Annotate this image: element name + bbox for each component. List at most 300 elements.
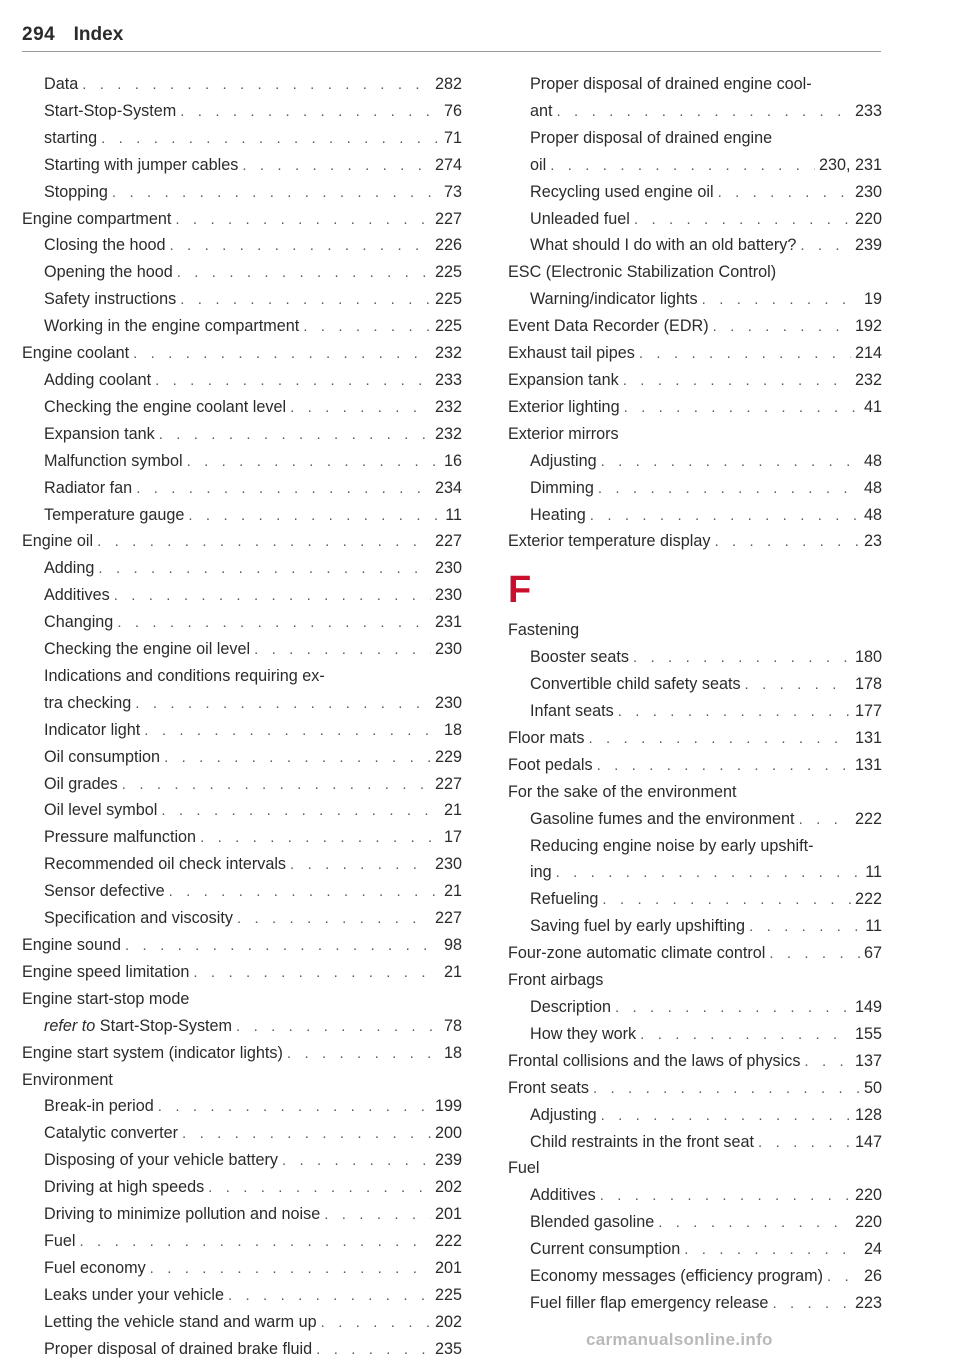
page-reference[interactable]: 26 (863, 1267, 882, 1286)
watermark: carmanualsonline.info (586, 1330, 773, 1349)
leader-dots (228, 1283, 431, 1308)
leader-dots (714, 529, 860, 554)
entry-term: For the sake of the environment (508, 782, 737, 801)
leader-dots (208, 1175, 431, 1200)
leader-dots (182, 1121, 431, 1146)
leader-dots (158, 1094, 431, 1119)
leader-dots (159, 422, 431, 447)
leader-dots (161, 798, 440, 823)
leader-dots (556, 860, 862, 885)
leader-dots (236, 1014, 440, 1039)
page-reference[interactable]: 220 (854, 1186, 882, 1205)
index-subentry (22, 852, 462, 877)
index-subentry (22, 126, 462, 151)
leader-dots (321, 1310, 431, 1335)
leader-dots (242, 153, 431, 178)
index-subentry (508, 1183, 882, 1208)
page-reference[interactable]: 50 (863, 1078, 882, 1097)
page-reference[interactable]: 229 (434, 747, 462, 766)
entry-term: Letting the vehicle stand and warm up (44, 1312, 317, 1331)
entry-term: Adjusting (530, 451, 597, 470)
leader-dots (623, 368, 851, 393)
entry-term: oil (530, 155, 547, 174)
leader-dots (772, 1291, 851, 1316)
leader-dots (557, 99, 851, 124)
leader-dots (117, 610, 431, 635)
index-entry (508, 726, 882, 751)
entry-term: Engine sound (22, 936, 122, 954)
leader-dots (593, 1076, 860, 1101)
entry-term: Indicator light (44, 720, 141, 739)
entry-term: Frontal collisions and the laws of physics (508, 1051, 801, 1070)
page-reference[interactable]: 71 (443, 128, 462, 147)
page-reference[interactable]: 220 (854, 1213, 882, 1232)
entry-term: Checking the engine oil level (44, 640, 251, 659)
index-column-left (22, 72, 462, 1364)
leader-dots (601, 449, 860, 474)
entry-term: Stopping (44, 182, 108, 201)
index-subentry (508, 99, 882, 124)
index-subentry (508, 672, 882, 697)
page-reference[interactable]: 225 (434, 263, 462, 282)
index-subentry (508, 72, 882, 97)
leader-dots (618, 699, 851, 724)
leader-dots (150, 1256, 431, 1281)
leader-dots (101, 126, 440, 151)
entry-term: Current consumption (530, 1240, 681, 1259)
page-reference[interactable]: 225 (434, 317, 462, 336)
page-reference[interactable]: 199 (434, 1097, 462, 1116)
leader-dots (170, 233, 431, 258)
page-reference[interactable]: 18 (443, 1043, 462, 1062)
page-reference[interactable]: 222 (434, 1231, 462, 1250)
index-subentry (508, 1210, 882, 1235)
index-subentry (22, 637, 462, 662)
cross-reference-prefix: refer to (44, 1016, 96, 1035)
index-entry (508, 941, 882, 966)
page-header (22, 24, 882, 52)
page-reference[interactable]: 11 (865, 863, 882, 882)
page-reference[interactable]: 230, 231 (818, 155, 882, 174)
entry-term: Environment (22, 1070, 113, 1089)
leader-dots (237, 906, 431, 931)
page-reference[interactable]: 192 (854, 317, 882, 336)
index-entry (22, 1068, 462, 1093)
entry-term: Malfunction symbol (44, 451, 183, 470)
index-entry (508, 341, 882, 366)
entry-term: Expansion tank (44, 424, 155, 443)
index-entry (508, 780, 882, 805)
leader-dots (287, 1041, 440, 1066)
entry-term: Specification and viscosity (44, 909, 233, 928)
index-entry (508, 395, 882, 420)
page-reference[interactable]: 232 (854, 370, 882, 389)
index-section-letter: F (508, 569, 532, 612)
index-subentry (22, 1094, 462, 1119)
page-reference[interactable]: 76 (443, 101, 462, 120)
index-entry (508, 1156, 882, 1181)
page-reference[interactable]: 21 (443, 882, 462, 901)
page-reference[interactable]: 155 (854, 1024, 882, 1043)
leader-dots (97, 529, 431, 554)
entry-term: Working in the engine compartment (44, 317, 300, 336)
leader-dots (550, 153, 815, 178)
entry-term: Front airbags (508, 971, 604, 990)
entry-term: Disposing of your vehicle battery (44, 1151, 278, 1170)
index-subentry (22, 691, 462, 716)
index-subentry (508, 1264, 882, 1289)
entry-term: Booster seats (530, 648, 629, 667)
index-subentry (508, 645, 882, 670)
entry-term: Adding coolant (44, 370, 152, 389)
index-subentry (22, 449, 462, 474)
leader-dots (588, 726, 851, 751)
page-reference[interactable]: 274 (434, 155, 462, 174)
leader-dots (745, 672, 851, 697)
leader-dots (112, 180, 440, 205)
index-entry (22, 529, 462, 554)
entry-term: Safety instructions (44, 290, 177, 309)
entry-term: Reducing engine noise by early upshift- (530, 836, 814, 855)
entry-term-text: Start-Stop-System (99, 1016, 233, 1035)
index-subentry (508, 180, 882, 205)
entry-term: Oil consumption (44, 747, 161, 766)
page-reference[interactable]: 239 (434, 1151, 462, 1170)
index-entry (22, 960, 462, 985)
index-subentry (22, 368, 462, 393)
page-reference[interactable]: 230 (434, 559, 462, 578)
page-reference[interactable]: 178 (854, 675, 882, 694)
page-reference[interactable]: 78 (443, 1016, 462, 1035)
entry-term: Additives (44, 586, 110, 605)
page-number: 294 (22, 24, 56, 45)
entry-term: Exterior mirrors (508, 424, 619, 443)
page-reference[interactable]: 235 (434, 1339, 462, 1358)
leader-dots (804, 1049, 851, 1074)
page-reference[interactable]: 11 (445, 505, 462, 524)
page-reference[interactable]: 11 (865, 917, 882, 936)
page-reference[interactable]: 233 (854, 101, 882, 120)
page-reference[interactable]: 180 (854, 648, 882, 667)
page-reference[interactable]: 231 (434, 613, 462, 632)
index-subentry (508, 887, 882, 912)
entry-term: Saving fuel by early upshifting (530, 917, 746, 936)
index-subentry (22, 233, 462, 258)
entry-term: Fuel filler flap emergency release (530, 1293, 769, 1312)
entry-term: Opening the hood (44, 263, 173, 282)
entry-term: Leaks under your vehicle (44, 1285, 224, 1304)
page-reference[interactable]: 201 (434, 1205, 462, 1224)
entry-term: Engine compartment (22, 209, 172, 228)
index-subentry (508, 233, 882, 258)
index-entry (22, 1041, 462, 1066)
leader-dots (658, 1210, 851, 1235)
leader-dots (749, 914, 861, 939)
leader-dots (590, 503, 860, 528)
leader-dots (200, 825, 440, 850)
index-entry (508, 1076, 882, 1101)
entry-term: How they work (530, 1024, 637, 1043)
page-reference[interactable]: 233 (434, 370, 462, 389)
index-subentry (22, 1337, 462, 1362)
page-reference[interactable]: 48 (863, 478, 882, 497)
leader-dots (144, 718, 440, 743)
entry-term: Recycling used engine oil (530, 182, 714, 201)
index-subentry (508, 153, 882, 178)
page-reference[interactable]: 128 (854, 1105, 882, 1124)
leader-dots (624, 395, 860, 420)
leader-dots (799, 807, 851, 832)
index-subentry (22, 422, 462, 447)
index-subentry (22, 664, 462, 689)
entry-term: Warning/indicator lights (530, 290, 698, 309)
page-reference[interactable]: 48 (863, 505, 882, 524)
index-subentry (508, 1130, 882, 1155)
index-subentry (508, 503, 882, 528)
page-reference[interactable]: 225 (434, 1285, 462, 1304)
entry-term: Exterior temperature display (508, 532, 711, 551)
page-reference[interactable]: 21 (443, 801, 462, 820)
leader-dots (597, 753, 851, 778)
entry-term: Radiator fan (44, 478, 133, 497)
leader-dots (177, 260, 431, 285)
page-reference[interactable]: 222 (854, 890, 882, 909)
entry-term: Oil grades (44, 774, 118, 793)
entry-term: Convertible child safety seats (530, 675, 741, 694)
index-subentry (22, 314, 462, 339)
leader-dots (82, 72, 431, 97)
page-reference[interactable]: 225 (434, 290, 462, 309)
entry-term: Engine start-stop mode (22, 989, 190, 1008)
entry-term: Unleaded fuel (530, 209, 630, 228)
entry-term: Engine speed limitation (22, 962, 190, 981)
page-reference[interactable]: 149 (854, 998, 882, 1016)
page-reference[interactable]: 23 (863, 532, 882, 551)
page-reference[interactable]: 48 (863, 451, 882, 470)
index-entry (22, 341, 462, 366)
index-subentry (508, 476, 882, 501)
index-subentry (22, 610, 462, 635)
index-subentry (22, 287, 462, 312)
entry-term: Proper disposal of drained brake fluid (44, 1339, 313, 1358)
page-reference[interactable]: 177 (854, 702, 882, 721)
page-reference[interactable]: 202 (434, 1312, 462, 1331)
index-column-right (508, 72, 882, 1318)
page-reference[interactable]: 227 (434, 209, 462, 228)
leader-dots (136, 476, 431, 501)
page-reference[interactable]: 16 (443, 451, 462, 470)
index-subentry (22, 1310, 462, 1335)
page-reference[interactable]: 230 (434, 855, 462, 874)
entry-term: Economy messages (efficiency program) (530, 1267, 823, 1286)
index-subentry (508, 1103, 882, 1128)
page-reference[interactable]: 200 (434, 1124, 462, 1143)
page-reference[interactable]: 17 (443, 828, 462, 847)
leader-dots (702, 287, 860, 312)
index-subentry (22, 1202, 462, 1227)
entry-term: ESC (Electronic Stabilization Control) (508, 263, 777, 282)
leader-dots (718, 180, 851, 205)
page-reference[interactable]: 19 (863, 290, 882, 309)
index-subentry (508, 207, 882, 232)
page-reference[interactable]: 98 (443, 936, 462, 954)
leader-dots (713, 314, 851, 339)
index-subentry (22, 476, 462, 501)
page-reference[interactable]: 239 (854, 236, 882, 255)
leader-dots (180, 99, 440, 124)
page-reference[interactable]: 201 (434, 1258, 462, 1277)
leader-dots (634, 207, 851, 232)
page-reference[interactable]: 232 (434, 424, 462, 443)
index-subentry (22, 99, 462, 124)
leader-dots (282, 1148, 431, 1173)
entry-term: ing (530, 863, 552, 882)
page-reference[interactable]: 24 (863, 1240, 882, 1259)
index-subentry (22, 395, 462, 420)
leader-dots (303, 314, 431, 339)
entry-term: Adding (44, 559, 95, 578)
leader-dots (125, 933, 440, 958)
entry-term: Gasoline fumes and the environment (530, 809, 795, 828)
page-reference[interactable]: 220 (854, 209, 882, 228)
entry-term: Proper disposal of drained engine cool- (530, 75, 812, 93)
header-divider (22, 51, 881, 52)
entry-term: Front seats (508, 1078, 589, 1097)
entry-term: Starting with jumper cables (44, 155, 239, 174)
entry-term: Engine start system (indicator lights) (22, 1043, 283, 1062)
index-subentry (22, 906, 462, 931)
index-subentry (22, 583, 462, 608)
leader-dots (114, 583, 431, 608)
index-subentry (508, 287, 882, 312)
index-subentry (22, 718, 462, 743)
entry-term: What should I do with an old battery? (530, 236, 797, 255)
index-subentry (508, 126, 882, 151)
page-reference[interactable]: 73 (443, 182, 462, 201)
entry-term: Engine oil (22, 532, 94, 551)
index-subentry (22, 1256, 462, 1281)
page-reference[interactable]: 226 (434, 236, 462, 255)
leader-dots (135, 691, 431, 716)
index-subentry (508, 995, 882, 1020)
leader-dots (80, 1229, 431, 1254)
leader-dots (193, 960, 440, 985)
entry-term: Fuel (44, 1231, 76, 1250)
leader-dots (758, 1130, 851, 1155)
entry-term: Description (530, 998, 611, 1016)
leader-dots (602, 887, 851, 912)
page-reference[interactable]: 227 (434, 774, 462, 793)
leader-dots (827, 1264, 860, 1289)
index-subentry (508, 860, 882, 885)
index-subentry (22, 72, 462, 97)
entry-term: Event Data Recorder (EDR) (508, 317, 709, 336)
page-reference[interactable]: 232 (434, 397, 462, 416)
index-subentry (22, 1014, 462, 1039)
index-subentry (508, 1291, 882, 1316)
leader-dots (155, 368, 431, 393)
page-reference[interactable]: 230 (434, 693, 462, 712)
index-entry (508, 753, 882, 778)
entry-term: ant (530, 101, 553, 120)
leader-dots (598, 476, 860, 501)
leader-dots (188, 503, 441, 528)
index-subentry (508, 1237, 882, 1262)
leader-dots (640, 1022, 851, 1047)
index-entry (508, 314, 882, 339)
entry-term: Data (44, 75, 79, 93)
index-entry (508, 260, 882, 285)
page-reference[interactable]: 227 (434, 532, 462, 551)
index-subentry (22, 1229, 462, 1254)
entry-term: Engine coolant (22, 344, 130, 363)
index-subentry (22, 879, 462, 904)
page-reference[interactable]: 227 (434, 909, 462, 928)
page-reference[interactable]: 223 (854, 1293, 882, 1312)
index-subentry (508, 807, 882, 832)
index-subentry (508, 834, 882, 859)
page-reference[interactable]: 202 (434, 1178, 462, 1197)
entry-term: Closing the hood (44, 236, 166, 255)
page-reference[interactable]: 137 (854, 1051, 882, 1070)
page-reference[interactable]: 147 (854, 1132, 882, 1151)
entry-term: Dimming (530, 478, 594, 497)
entry-term: Heating (530, 505, 586, 524)
index-subentry (22, 1283, 462, 1308)
entry-term: Checking the engine coolant level (44, 397, 287, 416)
page-reference[interactable]: 282 (434, 75, 462, 93)
index-entry (508, 618, 882, 643)
entry-term (44, 1014, 232, 1039)
page-reference[interactable]: 234 (434, 478, 462, 497)
page-reference[interactable]: 41 (863, 397, 882, 416)
page-reference[interactable]: 131 (854, 728, 882, 747)
page-reference[interactable]: 230 (854, 182, 882, 201)
index-subentry (22, 153, 462, 178)
leader-dots (187, 449, 440, 474)
page-title: Index (73, 24, 124, 45)
page-reference[interactable]: 18 (443, 720, 462, 739)
page-reference[interactable]: 21 (443, 962, 462, 981)
page-reference[interactable]: 232 (434, 344, 462, 363)
page-reference[interactable]: 67 (863, 944, 882, 963)
index-subentry (22, 260, 462, 285)
leader-dots (133, 341, 431, 366)
index-entry (22, 207, 462, 232)
entry-term: Infant seats (530, 702, 614, 721)
page-reference[interactable]: 230 (434, 640, 462, 659)
entry-term: Oil level symbol (44, 801, 158, 820)
index-entry (508, 968, 882, 993)
leader-dots (615, 995, 851, 1020)
index-subentry (22, 798, 462, 823)
entry-term: Refueling (530, 890, 599, 909)
page-reference[interactable]: 214 (854, 344, 882, 363)
entry-term: Floor mats (508, 728, 585, 747)
page-reference[interactable]: 222 (854, 809, 882, 828)
entry-term: Break-in period (44, 1097, 154, 1116)
entry-term: Exterior lighting (508, 397, 620, 416)
entry-term: Driving at high speeds (44, 1178, 205, 1197)
entry-term: Changing (44, 613, 114, 632)
index-subentry (22, 1121, 462, 1146)
index-subentry (22, 503, 462, 528)
index-subentry (22, 772, 462, 797)
index-subentry (508, 914, 882, 939)
entry-term: Proper disposal of drained engine (530, 128, 773, 147)
page-reference[interactable]: 131 (854, 755, 882, 774)
page-reference[interactable]: 230 (434, 586, 462, 605)
